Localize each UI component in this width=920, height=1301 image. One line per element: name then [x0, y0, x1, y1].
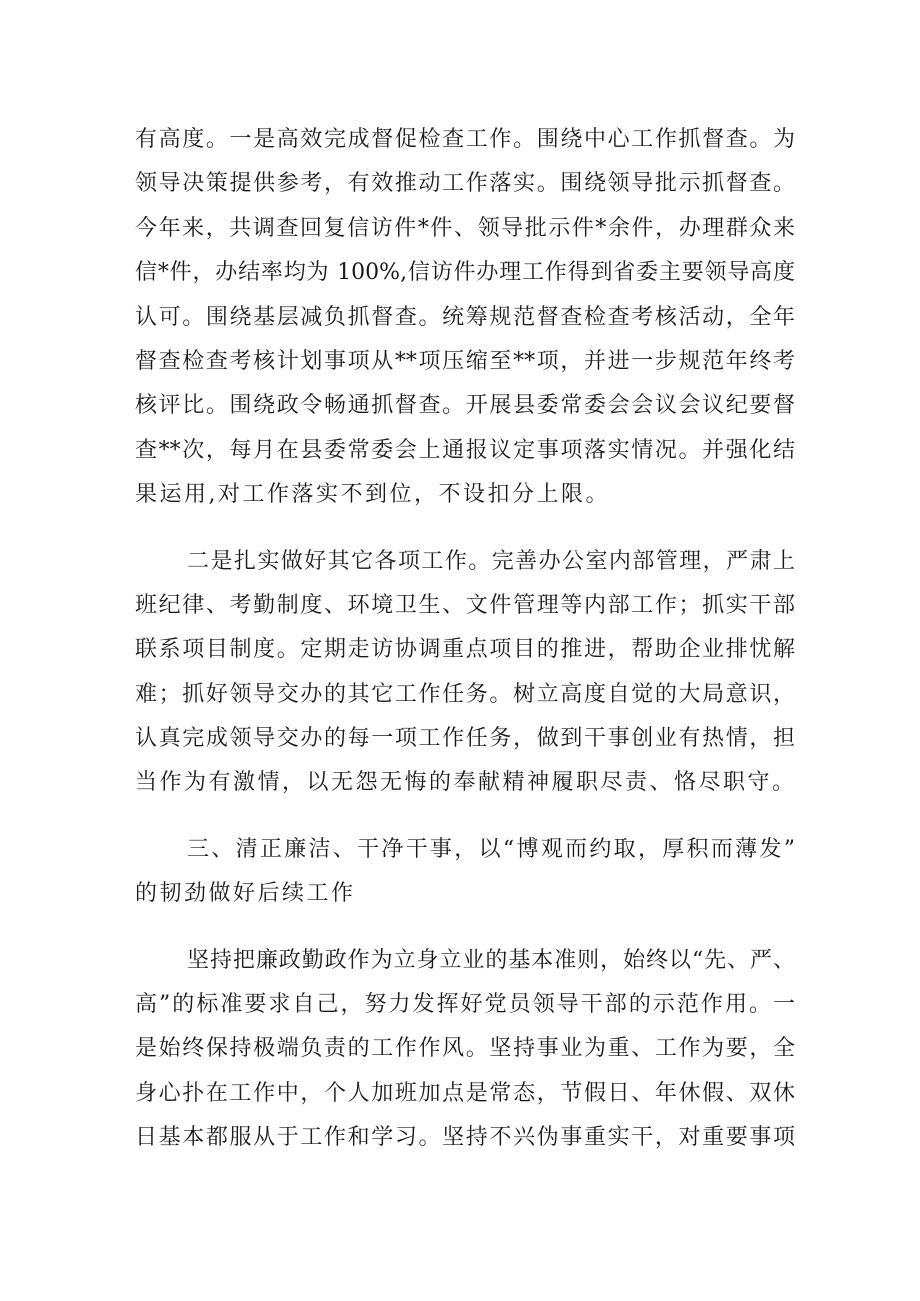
section-heading-line: 的韧劲做好后续工作: [135, 881, 356, 907]
text-line: 认真完成领导交办的每一项工作任务，做到干事创业有热情，担: [135, 726, 795, 752]
section-heading-line: 三、清正廉洁、干净干事，以“博观而约取，厚积而薄发”: [187, 836, 795, 862]
text-line: 核评比。围绕政令畅通抓督查。开展县委常委会会议会议纪要督: [135, 393, 795, 419]
text-line: 果运用,对工作落实不到位，不设扣分上限。: [135, 482, 610, 508]
paragraph-gap: [135, 518, 795, 540]
paragraph-first-line: 坚持把廉政勤政作为立身立业的基本准则，始终以“先、严、: [187, 947, 795, 973]
text-line: 班纪律、考勤制度、环境卫生、文件管理等内部工作；抓实干部: [135, 592, 795, 618]
text-line: 联系项目制度。定期走访协调重点项目的推进，帮助企业排忧解: [135, 637, 795, 663]
text-line: 领导决策提供参考，有效推动工作落实。围绕领导批示抓督查。: [135, 171, 795, 197]
paragraph-gap: [135, 917, 795, 939]
text-line: 信*件，办结率均为 100%,信访件办理工作得到省委主要领导高度: [135, 260, 795, 286]
text-line: 认可。围绕基层减负抓督查。统筹规范督查检查考核活动，全年: [135, 304, 795, 330]
text-line: 督查检查考核计划事项从**项压缩至**项，并进一步规范年终考: [135, 348, 795, 374]
paragraph-first-line: 二是扎实做好其它各项工作。完善办公室内部管理，严肃上: [187, 548, 795, 574]
text-line: 查**次，每月在县委常委会上通报议定事项落实情况。并强化结: [135, 437, 795, 463]
text-line: 高”的标准要求自己，努力发挥好党员领导干部的示范作用。一: [135, 992, 795, 1018]
text-line: 当作为有激情，以无怨无悔的奉献精神履职尽责、恪尽职守。: [135, 770, 797, 796]
text-line: 身心扑在工作中，个人加班加点是常态，节假日、年休假、双休: [135, 1080, 795, 1106]
document-body: [135, 118, 795, 1161]
text-line: 今年来，共调查回复信访件*件、领导批示件*余件，办理群众来: [135, 215, 795, 241]
text-line: 日基本都服从于工作和学习。坚持不兴伪事重实干，对重要事项: [135, 1125, 795, 1151]
text-line: 有高度。一是高效完成督促检查工作。围绕中心工作抓督查。为: [135, 127, 795, 152]
text-line: 是始终保持极端负责的工作作风。坚持事业为重、工作为要，全: [135, 1036, 795, 1062]
text-line: 难；抓好领导交办的其它工作任务。树立高度自觉的大局意识，: [135, 681, 795, 707]
paragraph-gap: [135, 806, 795, 828]
